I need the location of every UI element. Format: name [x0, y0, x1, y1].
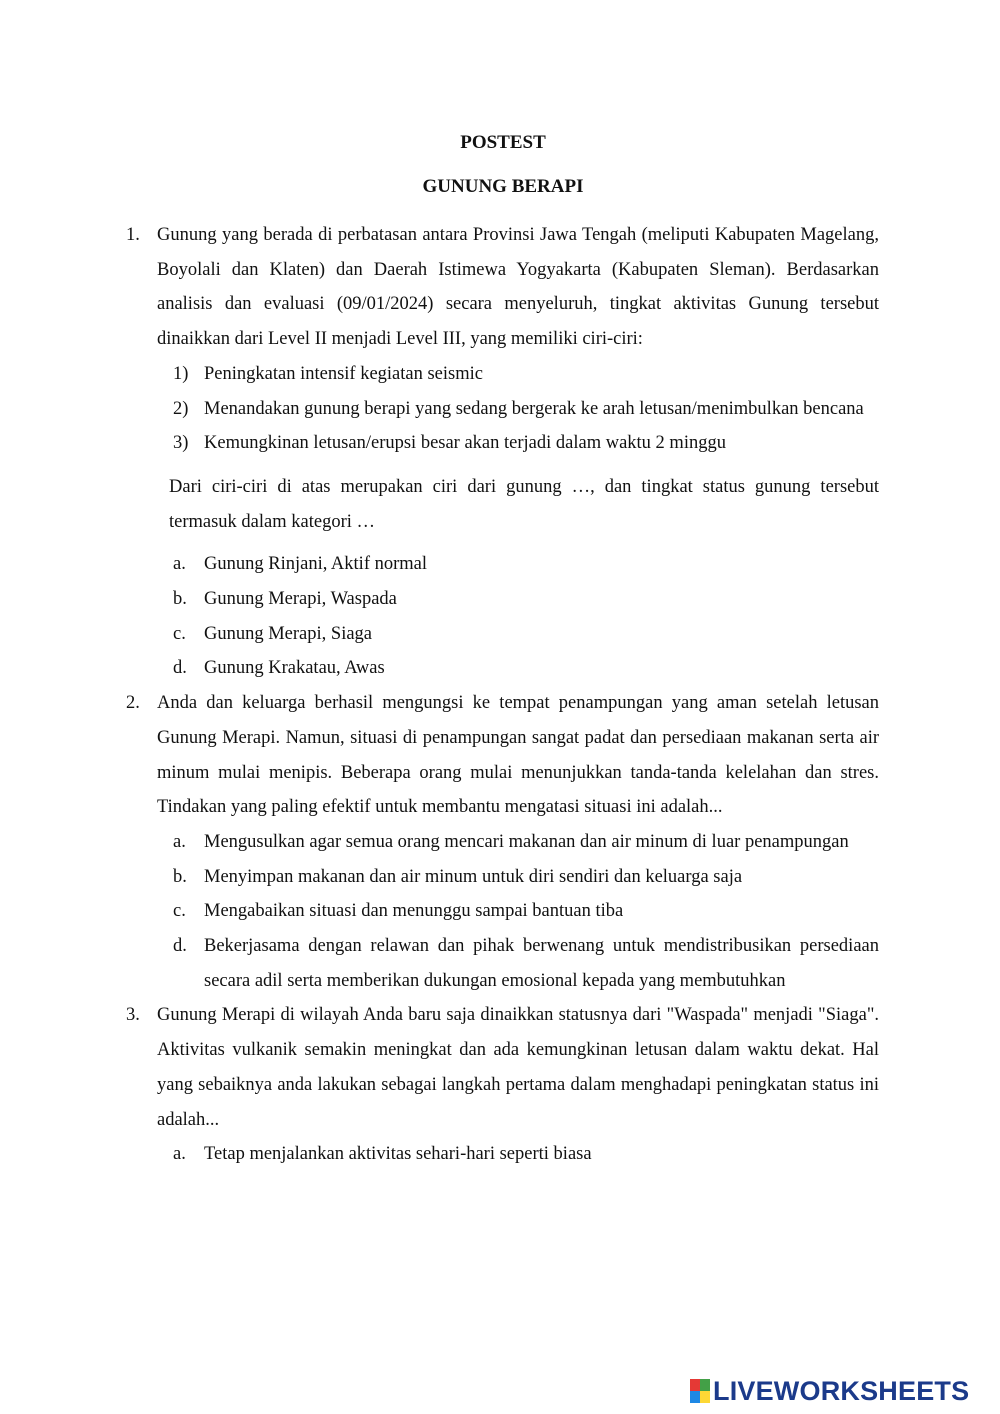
characteristic-item [173, 357, 879, 392]
logo-square-blue [690, 1391, 700, 1403]
question-text: Gunung Merapi di wilayah Anda baru saja dinaikkan statusnya dari "Waspada" menjadi "Siaga". Aktivitas vulkanik semakin meningkat dan ada kemungkinan letusan dalam waktu dekat. Hal yang sebaiknya anda lakukan sebagai langkah pertama dalam menghadapi peningkatan status ini adalah... [157, 1005, 879, 1130]
option-text: Gunung Krakatau, Awas [204, 658, 385, 679]
answer-option[interactable] [173, 825, 879, 860]
question-text: Gunung yang berada di perbatasan antara Provinsi Jawa Tengah (meliputi Kabupaten Magelang, Boyolali dan Klaten) dan Daerah Istimewa Yogyakarta (Kabupaten Sleman). Berdasarkan analisis dan evaluasi (09/01/2024) secara menyeluruh, tingkat aktivitas Gunung tersebut dinaikkan dari Level II menjadi Level III, yang memiliki ciri-ciri: [157, 225, 879, 350]
question-number: 2. [126, 693, 140, 714]
brand-name: LIVEWORKSHEETS [713, 1375, 970, 1406]
liveworksheets-logo-icon [690, 1379, 710, 1403]
question-3 [126, 998, 879, 1137]
answer-option[interactable] [173, 617, 879, 652]
option-letter: c. [173, 623, 186, 644]
characteristic-number: 2) [173, 398, 189, 419]
characteristic-item [173, 392, 879, 427]
liveworksheets-brand[interactable] [690, 1374, 969, 1408]
option-letter: a. [173, 831, 186, 852]
option-letter: d. [173, 936, 187, 957]
option-text: Bekerjasama dengan relawan dan pihak berwenang untuk mendistribusikan persediaan secara adil serta memberikan dukungan emosional kepada yang membutuhkan [204, 936, 879, 991]
logo-square-green [700, 1379, 710, 1391]
question-number: 3. [126, 1005, 140, 1026]
question-1 [126, 218, 879, 357]
logo-square-red [690, 1379, 700, 1391]
answer-option[interactable] [173, 860, 879, 895]
option-letter: b. [173, 866, 187, 887]
answer-option[interactable] [173, 651, 879, 686]
question-text: Anda dan keluarga berhasil mengungsi ke tempat penampungan yang aman setelah letusan Gunung Merapi. Namun, situasi di penampungan sangat padat dan persediaan makanan serta air minum mulai menipis. Beberapa orang mulai menunjukkan tanda-tanda kelelahan dan stres. Tindakan yang paling efektif untuk membantu mengatasi situasi ini adalah... [157, 693, 879, 818]
option-text: Mengusulkan agar semua orang mencari makanan dan air minum di luar penampungan [204, 831, 849, 852]
option-text: Mengabaikan situasi dan menunggu sampai bantuan tiba [204, 901, 624, 922]
answer-option[interactable] [173, 929, 879, 998]
characteristic-item [173, 426, 879, 461]
option-letter: a. [173, 554, 186, 575]
characteristic-number: 3) [173, 433, 189, 454]
option-letter: d. [173, 658, 187, 679]
logo-square-yellow [700, 1391, 710, 1403]
answer-option[interactable] [173, 582, 879, 617]
option-letter: c. [173, 901, 186, 922]
option-text: Gunung Merapi, Waspada [204, 589, 397, 610]
option-letter: a. [173, 1144, 186, 1165]
question-list [0, 218, 1000, 1172]
question-followup-text: Dari ciri-ciri di atas merupakan ciri dari gunung …, dan tingkat status gunung tersebut termasuk dalam kategori … [169, 476, 879, 532]
answer-option[interactable] [173, 894, 879, 929]
characteristic-text: Menandakan gunung berapi yang sedang bergerak ke arah letusan/menimbulkan bencana [204, 398, 864, 419]
question-2 [126, 686, 879, 825]
option-text: Gunung Merapi, Siaga [204, 623, 373, 644]
option-text: Menyimpan makanan dan air minum untuk diri sendiri dan keluarga saja [204, 866, 743, 887]
option-letter: b. [173, 589, 187, 610]
answer-option[interactable] [173, 1137, 879, 1172]
characteristic-text: Kemungkinan letusan/erupsi besar akan terjadi dalam waktu 2 minggu [204, 433, 726, 454]
option-text: Gunung Rinjani, Aktif normal [204, 554, 428, 575]
characteristic-text: Peningkatan intensif kegiatan seismic [204, 363, 483, 384]
document-subtitle: GUNUNG BERAPI [422, 176, 584, 197]
option-text: Tetap menjalankan aktivitas sehari-hari seperti biasa [204, 1144, 592, 1165]
answer-option[interactable] [173, 547, 879, 582]
question-number: 1. [126, 225, 140, 245]
document-title: POSTEST [460, 132, 546, 153]
characteristic-number: 1) [173, 363, 189, 384]
